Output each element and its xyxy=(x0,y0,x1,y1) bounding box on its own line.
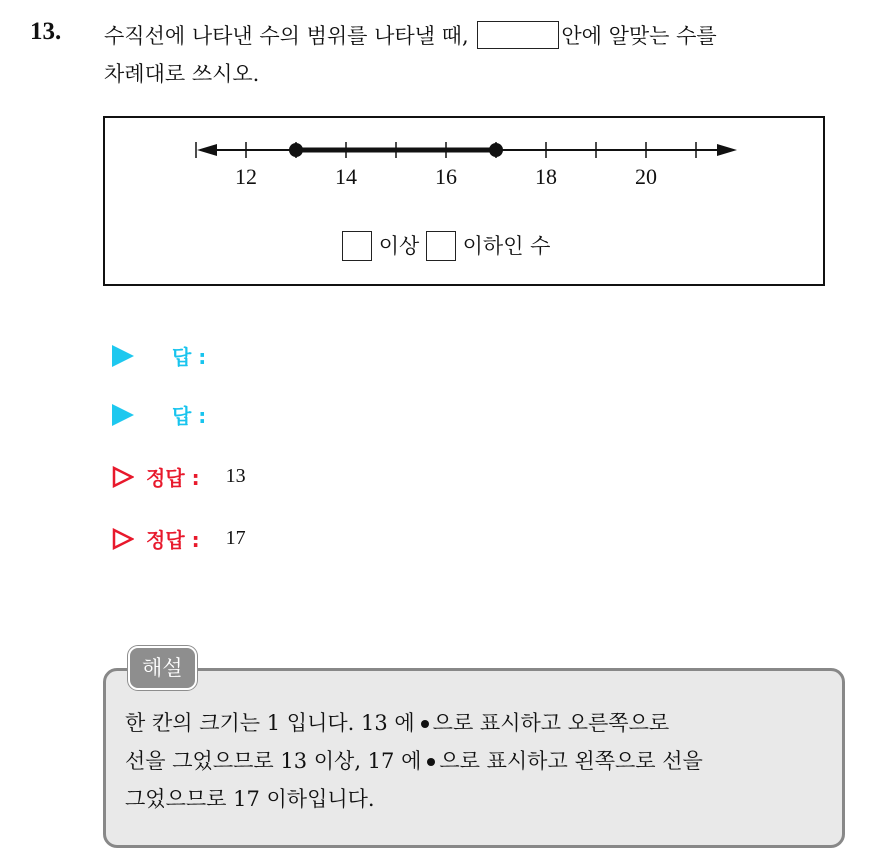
answer-label: 답 : xyxy=(172,404,207,428)
correct-value: 17 xyxy=(225,527,246,549)
play-triangle-icon xyxy=(112,404,134,426)
tick-label: 18 xyxy=(535,164,557,189)
play-triangle-icon xyxy=(112,345,134,367)
filled-dot-icon xyxy=(427,758,435,766)
explanation-text: 으로 표시하고 오른쪽으로 xyxy=(432,711,670,735)
answer-row-2 xyxy=(112,400,206,429)
caption-text-1: 이상 xyxy=(378,234,420,258)
tick-label: 20 xyxy=(635,164,657,189)
outline-triangle-icon xyxy=(112,466,134,488)
blank-square-upper xyxy=(426,231,456,261)
tick-label: 12 xyxy=(235,164,257,189)
caption-text-2: 이하인 수 xyxy=(462,234,551,258)
range-end-dot xyxy=(489,143,503,157)
answer-row-1 xyxy=(112,341,206,370)
question-line-1 xyxy=(104,20,717,50)
number-line-figure xyxy=(103,116,825,286)
question-text-a: 수직선에 나타낸 수의 범위를 나타낼 때, xyxy=(104,24,469,48)
explanation-line-1 xyxy=(125,707,669,737)
correct-label: 정답 : xyxy=(146,528,200,552)
answer-blank-box xyxy=(477,21,559,49)
tick-label: 14 xyxy=(335,164,357,189)
filled-dot-icon xyxy=(421,720,429,728)
question-text-b: 안에 알맞는 수를 xyxy=(561,24,717,48)
range-caption xyxy=(342,230,550,261)
correct-row-2 xyxy=(112,524,246,553)
blank-square-lower xyxy=(342,231,372,261)
left-arrow-icon xyxy=(197,144,217,156)
explanation-text: 한 칸의 크기는 1 입니다. 13 에 xyxy=(125,711,415,735)
correct-label: 정답 : xyxy=(146,466,200,490)
explanation-line-3: 그었으므로 17 이하입니다. xyxy=(125,787,375,811)
answer-label: 답 : xyxy=(172,345,207,369)
explanation-line-2 xyxy=(125,745,703,775)
number-line-svg xyxy=(105,118,825,228)
explanation-tag: 해설 xyxy=(128,646,197,690)
question-number: 13. xyxy=(30,18,62,45)
right-arrow-icon xyxy=(717,144,737,156)
question-line-2: 차례대로 쓰시오. xyxy=(104,62,260,86)
explanation-text: 선을 그었으므로 13 이상, 17 에 xyxy=(125,749,422,773)
range-start-dot xyxy=(289,143,303,157)
correct-value: 13 xyxy=(225,465,246,487)
outline-triangle-icon xyxy=(112,528,134,550)
tick-label: 16 xyxy=(435,164,457,189)
correct-row-1 xyxy=(112,462,246,491)
explanation-text: 으로 표시하고 왼쪽으로 선을 xyxy=(439,749,703,773)
